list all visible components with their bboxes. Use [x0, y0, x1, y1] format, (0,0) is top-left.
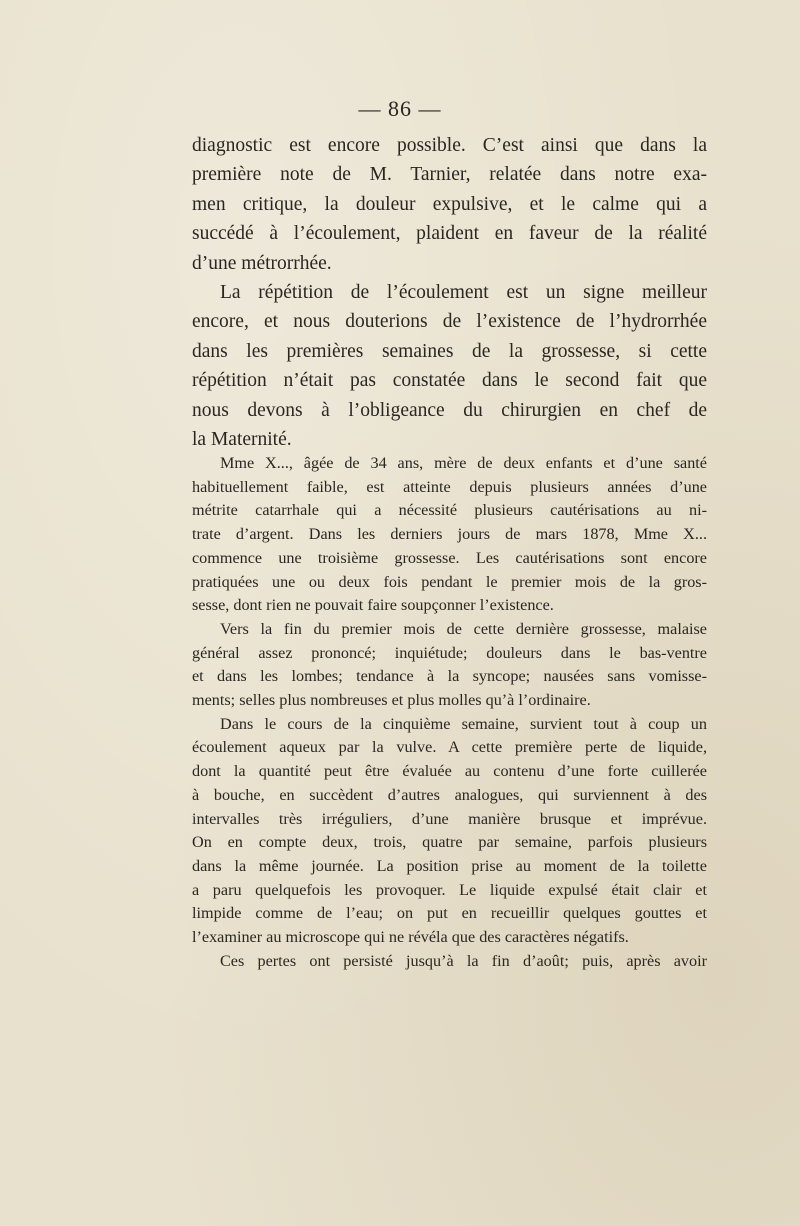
text-line: pratiquées une ou deux fois pendant le premier mois de la gros-	[192, 572, 707, 591]
text-line: d’une métrorrhée.	[192, 252, 332, 274]
text-line: Ces pertes ont persisté jusqu’à la fin d’août; puis, après avoir	[220, 951, 707, 970]
text-line: Vers la fin du premier mois de cette dernière grossesse, malaise	[220, 619, 707, 638]
text-line: la Maternité.	[192, 429, 292, 451]
main-text	[192, 131, 707, 454]
text-line: et dans les lombes; tendance à la syncope; nausées sans vomisse-	[192, 667, 707, 686]
text-line: Dans le cours de la cinquième semaine, survient tout à coup un	[220, 714, 707, 733]
text-line: commence une troisième grossesse. Les cautérisations sont encore	[192, 548, 707, 567]
text-line: métrite catarrhale qui a nécessité plusieurs cautérisations au ni-	[192, 501, 707, 520]
text-line: encore, et nous douterions de l’existence de l’hydrorrhée	[192, 311, 707, 333]
text-line: écoulement aqueux par la vulve. A cette première perte de liquide,	[192, 738, 707, 757]
text-line: men critique, la douleur expulsive, et le calme qui a	[192, 193, 707, 215]
text-line: La répétition de l’écoulement est un signe meilleur	[220, 282, 707, 304]
case-paragraph-4	[192, 950, 707, 974]
text-line: intervalles très irréguliers, d’une manière brusque et imprévue.	[192, 809, 707, 828]
text-line: général assez prononcé; inquiétude; douleurs dans le bas-ventre	[192, 643, 707, 662]
text-line: limpide comme de l’eau; on put en recueillir quelques gouttes et	[192, 904, 707, 923]
text-line: ments; selles plus nombreuses et plus molles qu’à l’ordinaire.	[192, 691, 591, 710]
text-line: nous devons à l’obligeance du chirurgien en chef de	[192, 399, 707, 421]
text-line: Mme X..., âgée de 34 ans, mère de deux enfants et d’une santé	[220, 454, 707, 472]
text-line: sesse, dont rien ne pouvait faire soupçonner l’existence.	[192, 596, 554, 615]
text-line: succédé à l’écoulement, plaident en faveur de la réalité	[192, 223, 707, 245]
text-line: dans la même journée. La position prise au moment de la toilette	[192, 856, 707, 875]
text-line: dont la quantité peut être évaluée au contenu d’une forte cuillerée	[192, 762, 707, 781]
case-paragraph-3	[192, 713, 707, 950]
text-line: première note de M. Tarnier, relatée dans notre exa-	[192, 164, 707, 186]
case-report	[192, 452, 707, 973]
text-line: diagnostic est encore possible. C’est ainsi que dans la	[192, 135, 707, 156]
text-line: a paru quelquefois les provoquer. Le liquide expulsé était clair et	[192, 880, 707, 899]
text-line: habituellement faible, est atteinte depuis plusieurs années d’une	[192, 477, 707, 496]
paragraph-diagnostic	[192, 131, 707, 278]
case-paragraph-1	[192, 452, 707, 618]
text-line: l’examiner au microscope qui ne révéla que des caractères négatifs.	[192, 928, 629, 947]
case-paragraph-2	[192, 618, 707, 713]
paragraph-repetition	[192, 278, 707, 454]
text-line: répétition n’était pas constatée dans le second fait que	[192, 370, 707, 392]
text-line: à bouche, en succèdent d’autres analogues, qui surviennent à des	[192, 785, 707, 804]
page-number: — 86 —	[358, 96, 442, 121]
text-line: On en compte deux, trois, quatre par semaine, parfois plusieurs	[192, 833, 707, 852]
text-line: dans les premières semaines de la grossesse, si cette	[192, 340, 707, 362]
text-line: trate d’argent. Dans les derniers jours de mars 1878, Mme X...	[192, 525, 707, 544]
